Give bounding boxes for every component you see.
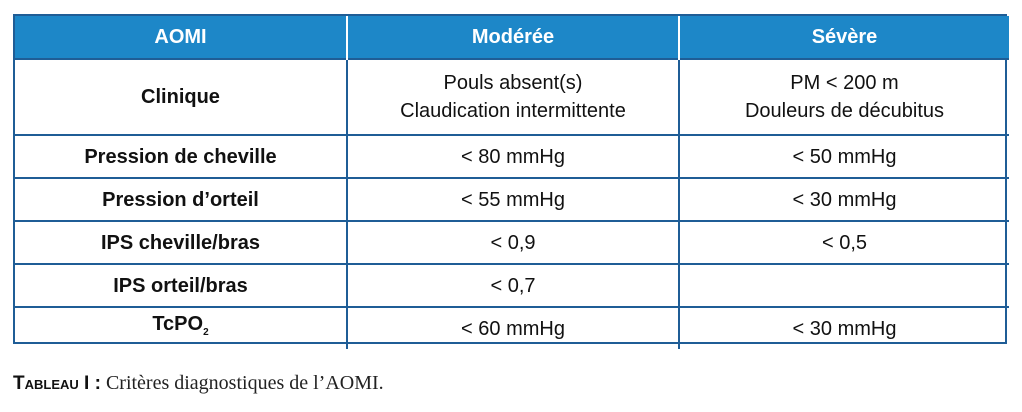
cell-line: Pouls absent(s) <box>443 72 583 94</box>
cell-line: PM < 200 m <box>790 72 899 94</box>
table-row <box>15 264 1009 307</box>
row-label-ips-orteil-bras: IPS orteil/bras <box>15 264 347 307</box>
cell-ips-cheville-bras-moderee: < 0,9 <box>347 221 679 264</box>
cell-tcpo2-severe: < 30 mmHg <box>679 307 1009 349</box>
header-severe: Sévère <box>679 16 1009 59</box>
table-row <box>15 59 1009 135</box>
row-label-tcpo2 <box>15 307 347 349</box>
cell-line: Douleurs de décubitus <box>744 100 944 122</box>
row-label-clinique: Clinique <box>15 59 347 135</box>
cell-pression-cheville-severe: < 50 mmHg <box>679 135 1009 178</box>
cell-pression-orteil-severe: < 30 mmHg <box>679 178 1009 221</box>
header-moderee: Modérée <box>347 16 679 59</box>
tcpo-text: TcPO <box>152 313 204 335</box>
cell-pression-orteil-moderee: < 55 mmHg <box>347 178 679 221</box>
caption-text: Critères diagnostiques de l’AOMI. <box>100 372 384 394</box>
criteria-table <box>15 16 1009 349</box>
table-caption <box>13 372 384 395</box>
row-label-pression-orteil: Pression d’orteil <box>15 178 347 221</box>
table-row <box>15 221 1009 264</box>
row-label-pression-cheville: Pression de cheville <box>15 135 347 178</box>
table-row <box>15 178 1009 221</box>
table-row <box>15 307 1009 349</box>
cell-ips-orteil-bras-moderee: < 0,7 <box>347 264 679 307</box>
criteria-table-container <box>13 14 1007 344</box>
cell-clinique-severe <box>679 59 1009 135</box>
caption-label: Tableau I : <box>13 373 101 394</box>
cell-line: Claudication intermittente <box>400 100 626 122</box>
table-header-row <box>15 16 1009 59</box>
table-row <box>15 135 1009 178</box>
tcpo-subscript: 2 <box>203 327 209 338</box>
cell-ips-cheville-bras-severe: < 0,5 <box>679 221 1009 264</box>
cell-pression-cheville-moderee: < 80 mmHg <box>347 135 679 178</box>
cell-clinique-moderee <box>347 59 679 135</box>
row-label-ips-cheville-bras: IPS cheville/bras <box>15 221 347 264</box>
cell-tcpo2-moderee: < 60 mmHg <box>347 307 679 349</box>
header-aomi: AOMI <box>15 16 347 59</box>
cell-ips-orteil-bras-severe <box>679 264 1009 307</box>
